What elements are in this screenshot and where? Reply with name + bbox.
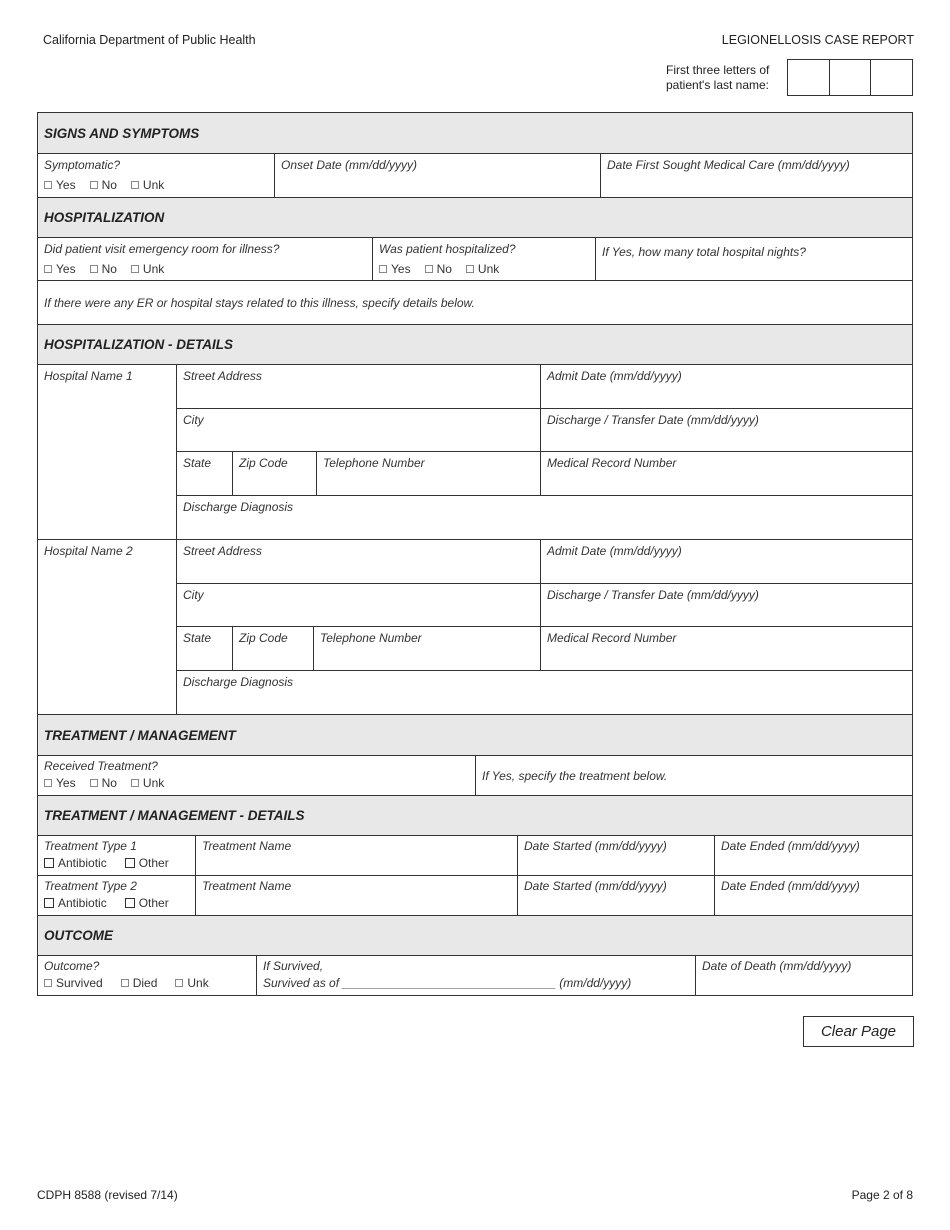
- checkbox-icon[interactable]: [125, 858, 135, 868]
- symptomatic-unk-option[interactable]: [131, 178, 164, 192]
- treatment-row: [38, 756, 913, 796]
- h2-zip-field[interactable]: [233, 627, 314, 670]
- section-treatment: [38, 715, 913, 756]
- survived-as-of-label: Survived as of ________________________________ (mm/dd/yyyy): [263, 976, 632, 990]
- initials-label-line1: First three letters of: [666, 63, 770, 77]
- t2-ended-label: Date Ended (mm/dd/yyyy): [721, 879, 860, 893]
- treatment-specify-text: If Yes, specify the treatment below.: [482, 768, 668, 783]
- treatment-no-option[interactable]: [90, 776, 117, 790]
- hospital-2-block: [38, 540, 913, 715]
- treatment-type-2-field: [38, 876, 196, 915]
- t2-antibiotic-option[interactable]: [44, 896, 107, 910]
- option-label: Unk: [187, 976, 209, 990]
- first-care-date-field[interactable]: [601, 154, 913, 197]
- hospitalized-yes-option[interactable]: [379, 262, 411, 276]
- h1-mrn-field[interactable]: [541, 452, 913, 495]
- section-outcome: [38, 916, 913, 956]
- t1-antibiotic-option[interactable]: [44, 856, 107, 870]
- t2-started-field[interactable]: [518, 876, 715, 915]
- h1-diagnosis-field[interactable]: [177, 496, 913, 539]
- option-label: Yes: [56, 776, 76, 790]
- treatment-type-1-label: Treatment Type 1: [44, 839, 137, 853]
- t1-other-option[interactable]: [125, 856, 169, 870]
- symptomatic-no-option[interactable]: [90, 178, 117, 192]
- initial-box-3[interactable]: [870, 60, 912, 95]
- er-no-option[interactable]: [90, 262, 117, 276]
- form-id: CDPH 8588 (revised 7/14): [37, 1188, 178, 1202]
- er-yes-option[interactable]: [44, 262, 76, 276]
- checkbox-icon[interactable]: [44, 265, 52, 273]
- initial-box-1[interactable]: [788, 60, 829, 95]
- h1-zip-field[interactable]: [233, 452, 317, 495]
- outcome-unk-option[interactable]: [175, 976, 208, 990]
- received-treatment-label: Received Treatment?: [44, 759, 158, 773]
- checkbox-icon[interactable]: [44, 181, 52, 189]
- survived-as-of-field[interactable]: [257, 956, 696, 995]
- hospitalized-no-option[interactable]: [425, 262, 452, 276]
- treatment-2-row: [38, 876, 913, 916]
- outcome-survived-option[interactable]: [44, 976, 103, 990]
- h2-state-label: State: [183, 631, 212, 645]
- onset-date-field[interactable]: [275, 154, 601, 197]
- t2-started-label: Date Started (mm/dd/yyyy): [524, 879, 667, 893]
- h2-city-label: City: [183, 588, 204, 602]
- hospitalization-note: [38, 281, 913, 324]
- hospital-name-2-label: Hospital Name 2: [44, 544, 133, 558]
- h2-discharge-date-label: Discharge / Transfer Date (mm/dd/yyyy): [547, 588, 759, 602]
- h2-mrn-label: Medical Record Number: [547, 631, 677, 645]
- h2-admit-date-field[interactable]: [541, 540, 913, 583]
- hospital-name-2-field[interactable]: [38, 540, 177, 714]
- h1-discharge-date-label: Discharge / Transfer Date (mm/dd/yyyy): [547, 413, 759, 427]
- outcome-row: [38, 956, 913, 996]
- h2-admit-date-label: Admit Date (mm/dd/yyyy): [547, 544, 682, 558]
- death-date-label: Date of Death (mm/dd/yyyy): [702, 959, 852, 973]
- option-label: Antibiotic: [58, 896, 107, 910]
- h1-street-label: Street Address: [183, 369, 262, 383]
- option-label: Other: [138, 856, 169, 870]
- treatment-yes-option[interactable]: [44, 776, 76, 790]
- treatment-1-row: [38, 836, 913, 876]
- h2-diagnosis-label: Discharge Diagnosis: [183, 675, 294, 689]
- hospital-nights-field[interactable]: [596, 238, 913, 280]
- option-label: No: [101, 776, 117, 790]
- section-title: TREATMENT / MANAGEMENT: [38, 715, 913, 755]
- treatment-unk-option[interactable]: [131, 776, 164, 790]
- checkbox-icon[interactable]: [131, 779, 139, 787]
- initials-label: [666, 63, 769, 93]
- outcome-label: Outcome?: [44, 959, 100, 973]
- h1-discharge-date-field[interactable]: [541, 409, 913, 451]
- hospital-nights-label: If Yes, how many total hospital nights?: [602, 245, 806, 259]
- t2-ended-field[interactable]: [715, 876, 913, 915]
- er-visit-label: Did patient visit emergency room for illness?: [44, 242, 280, 256]
- checkbox-icon[interactable]: [175, 979, 183, 987]
- h1-mrn-label: Medical Record Number: [547, 456, 677, 470]
- h1-state-label: State: [183, 456, 212, 470]
- h1-phone-field[interactable]: [317, 452, 541, 495]
- hospitalization-note-row: [38, 281, 913, 325]
- symptomatic-yes-option[interactable]: [44, 178, 76, 192]
- hospitalized-label: Was patient hospitalized?: [379, 242, 516, 256]
- option-label: Antibiotic: [58, 856, 107, 870]
- checkbox-icon[interactable]: [131, 181, 139, 189]
- section-title: SIGNS AND SYMPTOMS: [38, 113, 913, 153]
- checkbox-icon[interactable]: [131, 265, 139, 273]
- h2-zip-label: Zip Code: [239, 631, 288, 645]
- option-label: Yes: [56, 178, 76, 192]
- checkbox-icon[interactable]: [90, 779, 98, 787]
- symptoms-row: [38, 154, 913, 198]
- h2-city-field[interactable]: [177, 584, 541, 626]
- option-label: Unk: [477, 262, 500, 276]
- option-label: Unk: [142, 776, 165, 790]
- section-hospitalization: [38, 198, 913, 238]
- checkbox-icon[interactable]: [121, 979, 129, 987]
- option-label: No: [101, 262, 117, 276]
- checkbox-icon[interactable]: [425, 265, 433, 273]
- onset-date-label: Onset Date (mm/dd/yyyy): [281, 158, 418, 172]
- h2-state-field[interactable]: [177, 627, 233, 670]
- h1-admit-date-field[interactable]: [541, 365, 913, 408]
- h1-zip-label: Zip Code: [239, 456, 288, 470]
- hospital-name-1-label: Hospital Name 1: [44, 369, 133, 383]
- h1-city-label: City: [183, 413, 204, 427]
- clear-page-button[interactable]: Clear Page: [803, 1016, 914, 1047]
- h1-diagnosis-label: Discharge Diagnosis: [183, 500, 294, 514]
- t1-started-label: Date Started (mm/dd/yyyy): [524, 839, 667, 853]
- section-title: TREATMENT / MANAGEMENT - DETAILS: [38, 796, 913, 835]
- checkbox-icon[interactable]: [379, 265, 387, 273]
- checkbox-icon[interactable]: [44, 898, 54, 908]
- initials-boxes: [787, 59, 913, 96]
- section-title: HOSPITALIZATION - DETAILS: [38, 325, 913, 364]
- option-label: Survived: [56, 976, 103, 990]
- option-label: Yes: [391, 262, 411, 276]
- checkbox-icon[interactable]: [44, 779, 52, 787]
- header-department: California Department of Public Health: [43, 33, 256, 47]
- h2-street-field[interactable]: [177, 540, 541, 583]
- outcome-field: [38, 956, 257, 995]
- section-title: HOSPITALIZATION: [38, 198, 913, 237]
- initials-label-line2: patient's last name:: [666, 78, 770, 92]
- page-number: Page 2 of 8: [851, 1188, 913, 1202]
- section-title: OUTCOME: [38, 916, 913, 955]
- t1-name-label: Treatment Name: [202, 839, 292, 853]
- h2-diagnosis-field[interactable]: [177, 671, 913, 714]
- t2-name-label: Treatment Name: [202, 879, 292, 893]
- option-label: Unk: [142, 262, 165, 276]
- t2-name-field[interactable]: [196, 876, 518, 915]
- t1-ended-field[interactable]: [715, 836, 913, 875]
- h1-state-field[interactable]: [177, 452, 233, 495]
- case-report-form: [37, 112, 913, 996]
- checkbox-icon[interactable]: [466, 265, 474, 273]
- hospitalized-field: [373, 238, 596, 280]
- header-report-title: LEGIONELLOSIS CASE REPORT: [721, 33, 914, 47]
- section-signs-symptoms: [38, 113, 913, 154]
- received-treatment-field: [38, 756, 476, 795]
- h1-admit-date-label: Admit Date (mm/dd/yyyy): [547, 369, 682, 383]
- hospitalization-row: [38, 238, 913, 281]
- treatment-specify-note: [476, 756, 913, 795]
- hospitalization-note-text: If there were any ER or hospital stays related to this illness, specify details below.: [44, 295, 475, 310]
- first-care-date-label: Date First Sought Medical Care (mm/dd/yyyy): [607, 158, 850, 172]
- treatment-type-1-field: [38, 836, 196, 875]
- section-hospitalization-details: [38, 325, 913, 365]
- checkbox-icon[interactable]: [125, 898, 135, 908]
- h1-phone-label: Telephone Number: [323, 456, 425, 470]
- h2-discharge-date-field[interactable]: [541, 584, 913, 626]
- checkbox-icon[interactable]: [90, 181, 98, 189]
- hospital-1-block: [38, 365, 913, 540]
- if-survived-label: If Survived,: [263, 959, 324, 973]
- initial-box-2[interactable]: [829, 60, 871, 95]
- hospitalized-unk-option[interactable]: [466, 262, 499, 276]
- treatment-type-2-label: Treatment Type 2: [44, 879, 137, 893]
- t2-other-option[interactable]: [125, 896, 169, 910]
- option-label: Other: [138, 896, 169, 910]
- h2-phone-label: Telephone Number: [320, 631, 422, 645]
- er-unk-option[interactable]: [131, 262, 164, 276]
- h1-city-field[interactable]: [177, 409, 541, 451]
- hospital-name-1-field[interactable]: [38, 365, 177, 539]
- death-date-field[interactable]: [696, 956, 913, 995]
- option-label: No: [436, 262, 452, 276]
- checkbox-icon[interactable]: [90, 265, 98, 273]
- section-treatment-details: [38, 796, 913, 836]
- option-label: Yes: [56, 262, 76, 276]
- symptomatic-label: Symptomatic?: [44, 158, 121, 172]
- option-label: No: [101, 178, 117, 192]
- symptomatic-field: [38, 154, 275, 197]
- t1-started-field[interactable]: [518, 836, 715, 875]
- h2-phone-field[interactable]: [314, 627, 541, 670]
- checkbox-icon[interactable]: [44, 858, 54, 868]
- er-visit-field: [38, 238, 373, 280]
- t1-name-field[interactable]: [196, 836, 518, 875]
- h2-street-label: Street Address: [183, 544, 262, 558]
- option-label: Unk: [142, 178, 165, 192]
- checkbox-icon[interactable]: [44, 979, 52, 987]
- outcome-died-option[interactable]: [121, 976, 158, 990]
- t1-ended-label: Date Ended (mm/dd/yyyy): [721, 839, 860, 853]
- option-label: Died: [132, 976, 158, 990]
- h1-street-field[interactable]: [177, 365, 541, 408]
- h2-mrn-field[interactable]: [541, 627, 913, 670]
